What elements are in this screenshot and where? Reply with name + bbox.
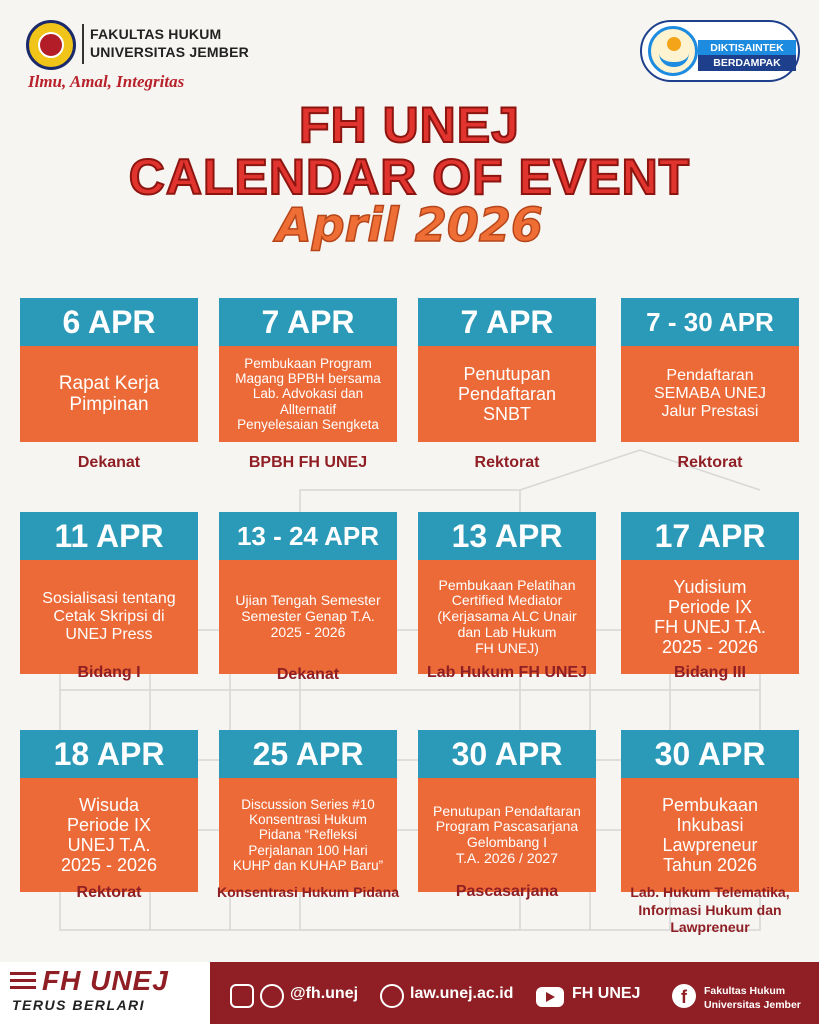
event-date: 6 APR [20,298,198,346]
event-organizer: Rektorat [677,454,743,471]
event-card [20,730,198,892]
university-seal-logo [26,20,76,70]
page-title-line2: CALENDAR OF EVENT [128,149,691,205]
page-title-line1: FH UNEJ [299,97,520,153]
diktisaintek-emblem-icon [648,26,698,76]
motto: Ilmu, Amal, Integritas [28,72,185,91]
institution-name-line1: FAKULTAS HUKUM [90,26,222,42]
event-organizer: Dekanat [276,666,340,683]
event-organizer: Konsentrasi Hukum Pidana [216,884,400,900]
event-description: Pembukaan Inkubasi Lawpreneur Tahun 2026 [621,778,799,892]
event-date: 7 - 30 APR [621,298,799,346]
brand-stripes-icon [10,972,36,993]
event-description: Penutupan Pendaftaran SNBT [418,346,596,442]
event-organizer: BPBH FH UNEJ [248,454,368,471]
event-organizer: Lab Hukum FH UNEJ [426,664,587,681]
event-description: Rapat Kerja Pimpinan [20,346,198,442]
event-description: Ujian Tengah Semester Semester Genap T.A. 2025 - 2026 [219,560,397,674]
event-description: Sosialisasi tentang Cetak Skripsi di UNEJ Press [20,560,198,674]
event-card [219,730,397,892]
event-card [219,512,397,674]
event-date: 13 APR [418,512,596,560]
footer-tagline: TERUS BERLARI [12,997,146,1013]
event-date: 7 APR [418,298,596,346]
header-divider [82,24,84,64]
event-date: 7 APR [219,298,397,346]
facebook-icon[interactable]: f [672,984,696,1008]
event-organizer: Rektorat [76,884,142,901]
facebook-page-line2[interactable]: Universitas Jember [704,999,801,1011]
event-description: Discussion Series #10 Konsentrasi Hukum Pidana “Refleksi Perjalanan 100 Hari KUHP dan KUHAP Baru” [219,778,397,892]
event-card [219,298,397,442]
event-organizer: Bidang III [674,664,746,681]
event-date: 11 APR [20,512,198,560]
event-card [418,298,596,442]
event-date: 30 APR [418,730,596,778]
event-organizer: Pascasarjana [455,883,559,900]
event-organizer: Dekanat [77,454,141,471]
event-date: 18 APR [20,730,198,778]
website-link[interactable]: law.unej.ac.id [410,985,514,1002]
event-card [20,512,198,674]
event-description: Pendaftaran SEMABA UNEJ Jalur Prestasi [621,346,799,442]
institution-name-line2: UNIVERSITAS JEMBER [90,44,249,60]
youtube-icon[interactable] [536,987,564,1007]
event-description: Wisuda Periode IX UNEJ T.A. 2025 - 2026 [20,778,198,892]
event-date: 30 APR [621,730,799,778]
badge-label-line2: BERDAMPAK [698,55,796,71]
event-card [418,730,596,892]
event-card [621,298,799,442]
facebook-page-line1[interactable]: Fakultas Hukum [704,985,786,997]
event-description: Pembukaan Program Magang BPBH bersama Lab. Advokasi dan Allternatif Penyelesaian Sengketa [219,346,397,442]
event-date: 25 APR [219,730,397,778]
page-subtitle: April 2026 [276,198,543,252]
event-organizer: Lab. Hukum Telematika, Informasi Hukum dan Lawpreneur [630,884,790,935]
youtube-channel[interactable]: FH UNEJ [572,985,641,1002]
badge-label-line1: DIKTISAINTEK [698,40,796,56]
instagram-handle[interactable]: @fh.unej [290,985,359,1002]
event-card [20,298,198,442]
event-date: 17 APR [621,512,799,560]
event-organizer: Rektorat [474,454,540,471]
event-card [621,730,799,892]
event-card [418,512,596,674]
event-description: Yudisium Periode IX FH UNEJ T.A. 2025 - 2026 [621,560,799,674]
event-date: 13 - 24 APR [219,512,397,560]
event-organizer: Bidang I [77,664,141,681]
globe-icon[interactable] [380,984,404,1008]
diktisaintek-badge [640,20,800,82]
event-card [621,512,799,674]
event-description: Penutupan Pendaftaran Program Pascasarjana Gelombang I T.A. 2026 / 2027 [418,778,596,892]
tiktok-icon[interactable] [260,984,284,1008]
event-description: Pembukaan Pelatihan Certified Mediator (Kerjasama ALC Unair dan Lab Hukum FH UNEJ) [418,560,596,674]
footer-brand: FH UNEJ [42,965,169,996]
instagram-icon[interactable] [230,984,254,1008]
